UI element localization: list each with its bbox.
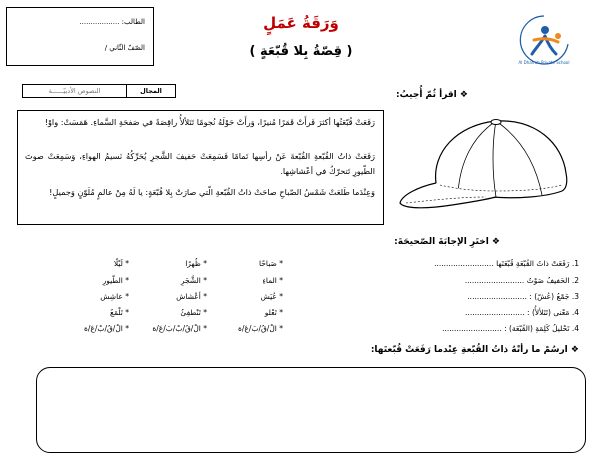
option-5-2[interactable]: * الْ/قُ/بْ/بَ/عَ/ة <box>152 324 207 333</box>
drawing-heading-text: ارسُمْ ما رأتْهُ ذاتُ القُبّعةِ عِنْدما رَفَعَتْ قُبّعتَها: <box>370 345 568 355</box>
option-5-3[interactable]: * الْ/قُ/بْ/عَ/ة <box>83 324 129 333</box>
passage-paragraph-3: وَعِنْدَما طَلعَتْ شَمْسُ الصّباحِ صاحَتْ ذاتُ القُبّعةِ الّتي صارَتْ بِلا قُبّعَةٍ: يا لَهُ مِنْ عالمٍ مُلَوّنٍ وَجميلٍ! <box>49 187 375 197</box>
question-5 <box>442 324 579 333</box>
reading-heading <box>396 90 468 100</box>
question-number: 3. <box>571 292 579 301</box>
question-3 <box>467 292 579 301</box>
student-name-label: الطالب: .................. <box>79 18 145 26</box>
option-2-2[interactable]: * الشَّجَرِ <box>180 276 207 285</box>
option-4-3[interactable]: * تَلْمَعُ <box>109 308 129 317</box>
worksheet-subtitle: ( قِصّةُ بِلا قُبّعَةٍ ) <box>249 44 353 59</box>
grade-label: الصّفّ الثّاني / <box>104 44 145 52</box>
cap-icon <box>396 113 582 215</box>
question-number: 4. <box>571 308 579 317</box>
option-2-1[interactable]: * الماءِ <box>262 276 283 285</box>
question-number: 1. <box>571 259 579 268</box>
reading-passage-box <box>17 110 384 225</box>
option-4-2[interactable]: * تَنْطفِئُ <box>180 308 207 317</box>
question-text: جَمْعُ (عُشّ) : ......................... <box>467 292 570 301</box>
school-name: Al Dhafrah Private School <box>518 60 570 65</box>
domain-value: النصوص الأدبيّــــــة <box>48 87 101 95</box>
reading-heading-text: اقرأ ثُمّ أُجيبُ: <box>396 90 457 100</box>
drawing-heading <box>371 345 579 355</box>
student-info-box <box>6 7 154 66</box>
question-2 <box>465 276 579 285</box>
worksheet-title: وَرَقَةُ عَمَلٍ <box>263 14 339 32</box>
option-1-3[interactable]: * لَيْلًا <box>113 259 129 268</box>
question-text: تَحْليلُ كَلِمَةِ (القُبّعَة) : ......................... <box>442 324 570 333</box>
question-4 <box>465 308 579 317</box>
domain-table <box>22 84 176 98</box>
question-number: 4. <box>571 324 579 333</box>
question-number: 2. <box>571 276 579 285</box>
option-5-1[interactable]: * الْ/قُ/بَ/عَ/ة <box>237 324 283 333</box>
option-1-1[interactable]: * صَباحًا <box>259 259 283 268</box>
option-3-3[interactable]: * عاشِش <box>100 292 129 301</box>
domain-label: المجال <box>126 85 175 97</box>
school-logo <box>512 10 576 70</box>
option-2-3[interactable]: * الطّيورِ <box>102 276 129 285</box>
option-4-1[interactable]: * تَعْلو <box>264 308 283 317</box>
option-3-1[interactable]: * عُيَش <box>260 292 283 301</box>
question-1 <box>434 259 579 268</box>
drawing-area[interactable] <box>36 367 586 453</box>
question-text: مَعْنى (تَتَلألأُ) : ......................... <box>465 308 570 317</box>
question-text: رَفَعَتْ ذاتُ القُبّعَةِ قُبّعَتَها ......................... <box>434 259 570 268</box>
cap-illustration <box>396 113 582 215</box>
diamond-bullet-icon: ❖ <box>491 237 500 247</box>
question-text: الحَفيفُ صَوْتُ ......................... <box>464 276 570 285</box>
exercise-heading <box>394 237 500 247</box>
passage-paragraph-1: رَفَعَتْ قُبّعَتُها أكثرَ فَرأَتْ قَمَرًا مُنيرًا، وَرأَتْ حَوْلَهُ نُجومًا تَتَلألأُ راقِصَةً في صَفحَةِ السَّماءِ. هَمَسَتْ: واوْ! <box>44 117 375 127</box>
option-3-2[interactable]: * أعْشاش <box>176 292 207 301</box>
option-1-2[interactable]: * ظُهرًا <box>185 259 207 268</box>
diamond-bullet-icon: ❖ <box>459 90 468 100</box>
exercise-heading-text: اختَرِ الإجابَةَ الصّحيحَةَ: <box>394 237 489 247</box>
diamond-bullet-icon: ❖ <box>570 345 579 355</box>
passage-paragraph-2: رَفَعَتْ ذاتُ القُبّعةِ القُبّعةَ عَنْ رأسِها تَمامًا فَسَمِعَتْ حَفيفَ الشَّجرِ يُحَرِّكُهُ نَسيمُ الهواءِ، وَسَمِعَتْ صوتَ الطّيورِ تَتحرّكُ في أعْشاشِها. <box>25 151 375 176</box>
